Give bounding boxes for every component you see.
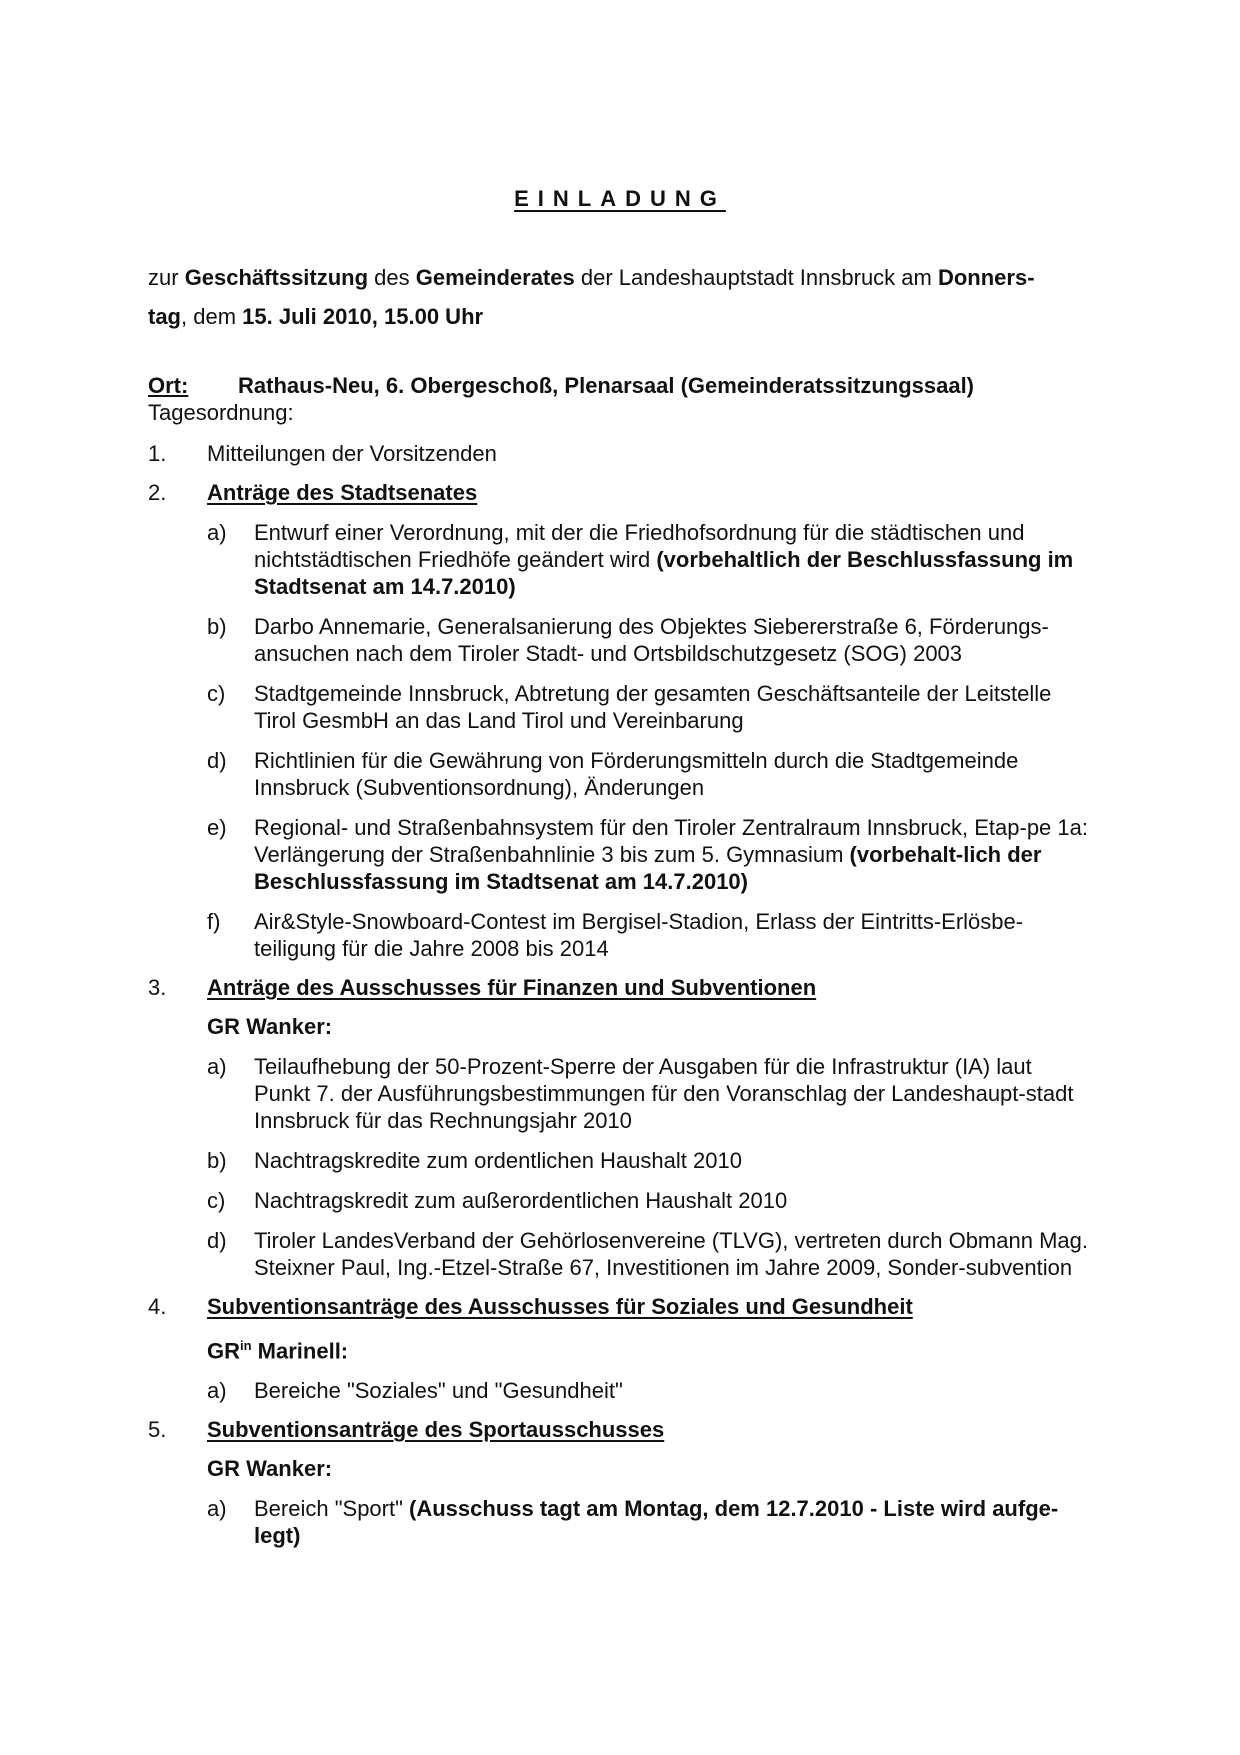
agenda-item-number: 4. bbox=[148, 1294, 167, 1319]
agenda-item-heading: Anträge des Ausschusses für Finanzen und Subventionen bbox=[207, 975, 817, 1000]
sub-item: c) Nachtragskredit zum außerordentlichen Haushalt 2010 bbox=[207, 1188, 788, 1213]
sub-item: e) Regional- und Straßenbahnsystem für den Tiroler Zentralraum Innsbruck, Etap-pe 1a: Verlängerung der Straßenbahnlinie 3 bis zum 5. Gymnasium (vorbehalt-lich der Beschlussfassung im Stadtsenat am 14.7.2010) bbox=[207, 815, 1088, 894]
sub-item: a) Teilaufhebung der 50-Prozent-Sperre der Ausgaben für die Infrastruktur (IA) laut Punkt 7. der Ausführungsbestimmungen für den Voranschlag der Landeshaupt-stadt Innsbruck für das Rechnungsjahr 2010 bbox=[207, 1054, 1074, 1133]
sub-item: c) Stadtgemeinde Innsbruck, Abtretung der gesamten Geschäftsanteile der Leitstelle Tirol GesmbH an das Land Tirol und Vereinbarung bbox=[207, 681, 1052, 733]
agenda-item-heading: Subventionsanträge des Ausschusses für Soziales und Gesundheit bbox=[207, 1294, 913, 1319]
sub-item: a) Bereiche "Soziales" und "Gesundheit" bbox=[207, 1378, 623, 1404]
agenda-label: Tagesordnung: bbox=[148, 400, 294, 425]
document-title: EINLADUNG bbox=[514, 186, 726, 211]
agenda-item-number: 1. bbox=[148, 441, 167, 466]
sub-item: b) Nachtragskredite zum ordentlichen Haushalt 2010 bbox=[207, 1148, 742, 1173]
sub-item: d) Richtlinien für die Gewährung von Förderungsmitteln durch die Stadtgemeinde Innsbruck (Subventionsordnung), Änderungen bbox=[207, 748, 1019, 800]
agenda-item-1 bbox=[148, 440, 1088, 467]
speaker-name: GR Wanker: bbox=[207, 1456, 333, 1482]
intro-paragraph: zur Geschäftssitzung des Gemeinderates der Landeshauptstadt Innsbruck am Donners- tag, dem 15. Juli 2010, 15.00 Uhr bbox=[148, 265, 1035, 329]
agenda-item-heading: Subventionsanträge des Sportausschusses bbox=[207, 1417, 665, 1443]
agenda-item-heading: Mitteilungen der Vorsitzenden bbox=[207, 441, 497, 466]
agenda-item-number: 2. bbox=[148, 480, 167, 505]
agenda-item-3 bbox=[148, 974, 1088, 1281]
speaker-name: $GR^{in}$ Marinell: bbox=[207, 1338, 349, 1364]
agenda-item-heading: Anträge des Stadtsenates bbox=[207, 480, 478, 505]
location-label: Ort: bbox=[148, 373, 189, 398]
agenda-list bbox=[148, 440, 1088, 1561]
location-line bbox=[148, 373, 974, 399]
sub-item: f) Air&Style-Snowboard-Contest im Bergisel-Stadion, Erlass der Eintritts-Erlösbe-teiligung für die Jahre 2008 bis 2014 bbox=[207, 909, 1024, 961]
agenda-item-2 bbox=[148, 479, 1088, 962]
agenda-item-number: 5. bbox=[148, 1417, 167, 1443]
sub-item: a) Entwurf einer Verordnung, mit der die Friedhofsordnung für die städtischen und nichtstädtischen Friedhöfe geändert wird (vorbehaltlich der Beschlussfassung im Stadtsenat am 14.7.2010) bbox=[207, 520, 1074, 599]
location-value: Rathaus-Neu, 6. Obergeschoß, Plenarsaal (Gemeinderatssitzungssaal) bbox=[238, 373, 975, 398]
sub-item: a) Bereich "Sport" (Ausschuss tagt am Montag, dem 12.7.2010 - Liste wird aufge-legt) bbox=[207, 1496, 1059, 1549]
agenda-item-5 bbox=[148, 1416, 1088, 1549]
agenda-item-number: 3. bbox=[148, 975, 167, 1000]
sub-item: b) Darbo Annemarie, Generalsanierung des Objektes Siebererstraße 6, Förderungs-ansuchen nach dem Tiroler Stadt- und Ortsbildschutzgesetz (SOG) 2003 bbox=[207, 614, 1049, 666]
speaker-name: GR Wanker: bbox=[207, 1014, 333, 1039]
sub-item: d) Tiroler LandesVerband der Gehörlosenvereine (TLVG), vertreten durch Obmann Mag. Steixner Paul, Ing.-Etzel-Straße 67, Investitionen im Jahre 2009, Sonder-subvention bbox=[207, 1228, 1088, 1280]
agenda-item-4 bbox=[148, 1293, 1088, 1404]
